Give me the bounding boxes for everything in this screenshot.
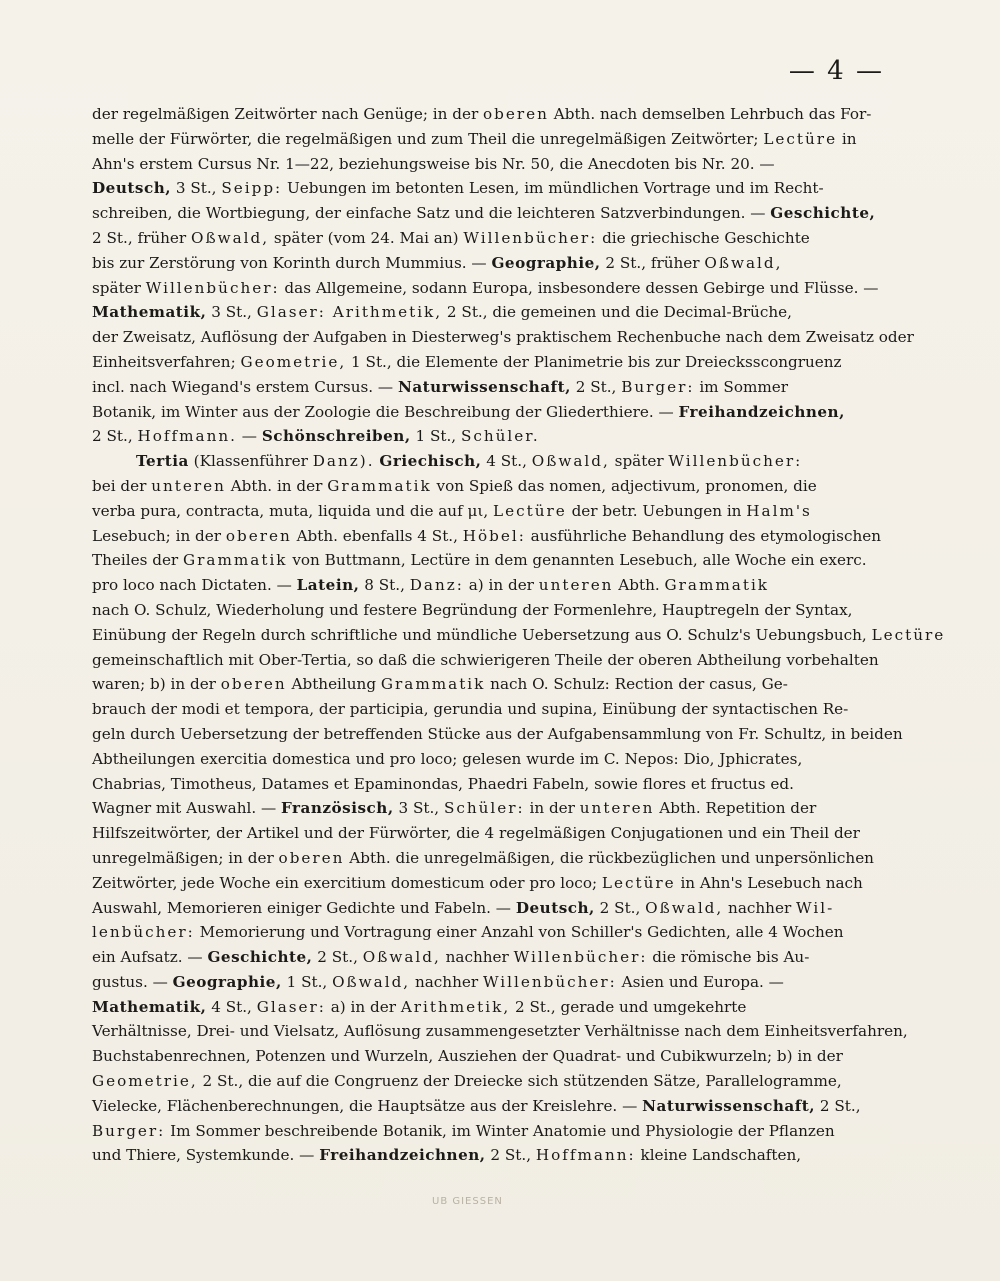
text-run: im Sommer — [694, 377, 789, 396]
text-run: Ahn's erstem Cursus Nr. 1—22, beziehungsweise bis Nr. 50, die Anecdoten bis Nr. 20. — — [92, 154, 775, 173]
page-number: — 4 — — [788, 56, 884, 86]
text-run: Im Sommer beschreibende Botanik, im Winter Anatomie und Physiologie der Pflanzen — [165, 1121, 835, 1140]
text-run: Verhältnisse, Drei- und Vielsatz, Auflösung zusammengesetzter Verhältnisse nach dem Einheitsverfahren, — [92, 1022, 908, 1041]
text-line — [92, 796, 908, 821]
text-run: Abth. Repetition der — [654, 799, 817, 818]
text-run: Chabrias, Timotheus, Datames et Epaminondas, Phaedri Fabeln, sowie flores et fructus ed. — [92, 774, 794, 793]
text-line — [92, 722, 908, 747]
emphasized-term: Oßwald, — [531, 452, 610, 471]
emphasized-term: Oßwald, — [645, 898, 724, 917]
text-run: nach O. Schulz: Rection der casus, Ge- — [485, 675, 788, 694]
emphasized-term: Geometrie, — [92, 1072, 198, 1091]
text-run: 2 St., früher — [600, 253, 705, 272]
text-run: 3 St., — [206, 303, 257, 322]
emphasized-term: Schüler. — [460, 427, 540, 446]
text-line — [92, 325, 914, 350]
text-run: a) in der — [463, 576, 539, 595]
emphasized-term: Oßwald, — [332, 972, 411, 991]
text-run: Wagner mit Auswahl. — — [92, 799, 282, 818]
subject-heading: Geographie, — [172, 972, 282, 991]
text-line — [92, 672, 908, 697]
emphasized-term: oberen — [483, 105, 549, 123]
text-run: nach O. Schulz, Wiederholung und festere Begründung der Formenlehre, Hauptregeln der Syntax, — [92, 600, 853, 619]
text-run: Abth. ebenfalls 4 St., — [291, 526, 463, 545]
text-line — [92, 375, 908, 400]
text-line — [92, 648, 908, 673]
text-line — [92, 1143, 908, 1168]
text-line — [92, 350, 908, 375]
text-line — [92, 697, 908, 722]
subject-heading: Geschichte, — [770, 204, 876, 223]
emphasized-term: Schüler: — [443, 799, 525, 818]
emphasized-term: Höbel: — [462, 526, 526, 545]
text-run: Botanik, im Winter aus der Zoologie die Beschreibung der Gliederthiere. — — [92, 402, 679, 421]
text-run: ein Aufsatz. — — [92, 948, 208, 967]
emphasized-term: Burger: — [621, 377, 695, 396]
text-run: die römische bis Au- — [647, 948, 810, 967]
text-run: Uebungen im betonten Lesen, im mündlichen Vortrage und im Recht- — [282, 179, 824, 198]
text-run: verba pura, contracta, muta, liquida und die auf μι, — [92, 501, 494, 520]
text-line — [92, 176, 908, 201]
subject-heading: Deutsch, — [92, 179, 172, 198]
text-run: waren; b) in der — [92, 675, 221, 694]
text-run: Abth. — [613, 576, 665, 595]
text-line — [92, 127, 908, 152]
text-run: unregelmäßigen; in der — [92, 848, 279, 867]
text-run: 2 St., gerade und umgekehrte — [510, 997, 747, 1016]
text-run: später (vom 24. Mai an) — [269, 228, 464, 247]
text-run: Einheitsverfahren; — [92, 352, 241, 371]
emphasized-term: Glaser: Arithmetik, — [256, 303, 443, 322]
text-line — [92, 400, 908, 425]
text-line — [92, 920, 908, 945]
emphasized-term: Willenbücher: — [668, 452, 803, 471]
emphasized-term: Oßwald, — [191, 228, 270, 247]
emphasized-term: Glaser: — [256, 997, 326, 1016]
text-run: schreiben, die Wortbiegung, der einfache Satz und die leichteren Satzverbindungen. — — [92, 204, 771, 223]
text-run: pro loco nach Dictaten. — — [92, 576, 297, 595]
text-run: der Zweisatz, Auflösung der Aufgaben in Diesterweg's praktischem Rechenbuche nach dem Zweisatz oder — [92, 328, 914, 347]
emphasized-term: Willenbücher: — [513, 948, 648, 967]
text-run: Lesebuch; in der — [92, 526, 226, 545]
text-run: 2 St., — [570, 377, 622, 396]
text-run: Vielecke, Flächenberechnungen, die Hauptsätze aus der Kreislehre. — — [92, 1096, 643, 1115]
text-run: später — [92, 278, 146, 297]
text-run: — — [236, 427, 262, 446]
text-line — [92, 201, 908, 226]
text-line — [92, 772, 908, 797]
emphasized-term: Hoffmann: — [535, 1146, 636, 1165]
text-line — [92, 251, 908, 276]
subject-heading: Naturwissenschaft, — [642, 1096, 816, 1115]
text-run: 2 St., — [92, 427, 138, 446]
text-run: kleine Landschaften, — [635, 1146, 802, 1165]
emphasized-term: Grammatik — [327, 476, 432, 495]
text-line — [92, 499, 908, 524]
emphasized-term: Burger: — [92, 1121, 166, 1140]
text-line — [92, 226, 908, 251]
emphasized-term: Oßwald, — [704, 253, 783, 272]
emphasized-term: Grammatik — [183, 551, 288, 570]
text-run: das Allgemeine, sodann Europa, insbesondere dessen Gebirge und Flüsse. — — [279, 278, 879, 297]
subject-heading: Geschichte, — [207, 948, 313, 967]
text-run: in Ahn's Lesebuch nach — [675, 873, 863, 892]
text-line — [92, 424, 908, 449]
text-run: nachher — [410, 972, 483, 991]
emphasized-term: oberen — [220, 675, 287, 694]
text-run: nachher — [723, 898, 797, 917]
text-run: Memorierung und Vortragung einer Anzahl von Schiller's Gedichten, alle 4 Wochen — [194, 923, 844, 942]
emphasized-term: unteren — [151, 476, 226, 495]
text-run: Buchstabenrechnen, Potenzen und Wurzeln, Ausziehen der Quadrat- und Cubikwurzeln; b) in der — [92, 1047, 843, 1066]
emphasized-term: Geometrie, — [240, 352, 347, 371]
text-run: brauch der modi et tempora, der participia, gerundia und supina, Einübung der syntactischen Re- — [92, 700, 849, 719]
text-run: 2 St., die auf die Congruenz der Dreiecke sich stützenden Sätze, Parallelogramme, — [197, 1072, 842, 1091]
subject-heading: Latein, — [296, 576, 360, 595]
text-run: von Buttmann, Lectüre in dem genannten Lesebuch, alle Woche ein exerc. — [287, 551, 867, 570]
emphasized-term: unteren — [538, 576, 614, 595]
emphasized-term: Lectüre — [763, 129, 838, 148]
text-run: Auswahl, Memorieren einiger Gedichte und Fabeln. — — [92, 898, 516, 917]
text-line — [92, 995, 908, 1020]
text-run: später — [609, 452, 669, 471]
emphasized-term: Danz: — [409, 576, 464, 595]
text-run: der betr. Uebungen in — [566, 501, 747, 520]
emphasized-term: oberen — [278, 848, 345, 867]
emphasized-term: Grammatik — [380, 675, 486, 694]
library-stamp: UB GIESSEN — [432, 1196, 503, 1207]
text-run: 4 St., — [481, 452, 532, 471]
emphasized-term: Willenbücher: — [463, 228, 598, 247]
body-text — [92, 102, 946, 1168]
text-line — [92, 970, 908, 995]
subject-heading: Freihandzeichnen, — [319, 1146, 486, 1165]
emphasized-term: Willenbücher: — [482, 972, 617, 991]
text-run: 3 St., — [171, 179, 222, 198]
text-run: Zeitwörter, jede Woche ein exercitium domesticum oder pro loco; — [92, 873, 602, 892]
text-run: 1 St., die Elemente der Planimetrie bis zur Dreiecksscongruenz — [346, 352, 842, 371]
text-run: in — [837, 129, 857, 148]
text-line — [92, 1119, 908, 1144]
text-line — [92, 747, 908, 772]
subject-heading: Freihandzeichnen, — [678, 402, 845, 421]
text-run: 4 St., — [206, 997, 257, 1016]
text-run: Einübung der Regeln durch schriftliche und mündliche Uebersetzung aus O. Schulz's Uebungsbuch, — [92, 625, 872, 644]
emphasized-term: Arithmetik, — [400, 997, 511, 1016]
text-line — [92, 524, 908, 549]
text-run: (Klassenführer — [188, 452, 313, 471]
emphasized-term: Grammatik — [664, 576, 769, 595]
text-run: gemeinschaftlich mit Ober-Tertia, so daß die schwierigeren Theile der oberen Abtheilung vorbehalten — [92, 650, 879, 669]
text-run: a) in der — [325, 997, 401, 1016]
text-line — [92, 896, 908, 921]
text-run: in der — [524, 799, 580, 818]
text-run: bis zur Zerstörung von Korinth durch Mummius. — — [92, 253, 492, 272]
text-line — [92, 821, 908, 846]
text-line — [92, 548, 908, 573]
text-run: 3 St., — [393, 799, 444, 818]
emphasized-term: Hoffmann. — [137, 427, 237, 446]
text-line — [92, 1094, 908, 1119]
text-run: 2 St., — [815, 1096, 861, 1115]
text-line — [92, 1019, 908, 1044]
emphasized-term: Wil- — [796, 898, 835, 917]
text-run: Abth. die unregelmäßigen, die rückbezüglichen und unpersönlichen — [344, 848, 874, 867]
subject-heading: Schönschreiben, — [261, 427, 411, 446]
emphasized-term: Oßwald, — [362, 948, 441, 967]
subject-heading: Mathematik, — [92, 303, 207, 322]
text-run: geln durch Uebersetzung der betreffenden Stücke aus der Aufgabensammlung von Fr. Schultz, in beiden — [92, 724, 903, 743]
subject-heading: Naturwissenschaft, — [397, 377, 571, 396]
text-run: nachher — [440, 948, 514, 967]
subject-heading: Griechisch, — [379, 452, 482, 471]
text-line — [92, 276, 908, 301]
emphasized-term: Seipp: — [221, 179, 283, 198]
text-run: Abtheilungen exercitia domestica und pro loco; gelesen wurde im C. Nepos: Dio, Jphicrates, — [92, 749, 803, 768]
text-line — [92, 102, 908, 127]
text-run: 1 St., — [410, 427, 461, 446]
text-run: 1 St., — [281, 972, 333, 991]
text-line — [92, 623, 946, 648]
text-line — [92, 1044, 908, 1069]
subject-heading: Geographie, — [491, 253, 601, 272]
text-run: incl. nach Wiegand's erstem Cursus. — — [92, 377, 398, 396]
text-run: die griechische Geschichte — [597, 228, 810, 247]
text-line — [92, 598, 908, 623]
text-line — [92, 300, 908, 325]
emphasized-term: Danz). — [312, 452, 375, 471]
text-run: Abth. nach demselben Lehrbuch das For- — [548, 105, 872, 123]
text-line — [92, 573, 908, 598]
text-run: 8 St., — [359, 576, 410, 595]
text-run: Theiles der — [92, 551, 184, 570]
emphasized-term: lenbücher: — [92, 923, 195, 942]
text-line — [92, 474, 908, 499]
text-run: 2 St., früher — [92, 228, 192, 247]
emphasized-term: Lectüre — [871, 625, 946, 644]
text-line — [92, 871, 908, 896]
subject-heading: Mathematik, — [92, 997, 207, 1016]
text-run: und Thiere, Systemkunde. — — [92, 1146, 320, 1165]
text-run: von Spieß das nomen, adjectivum, pronomen, die — [431, 476, 817, 495]
text-run: 2 St., — [312, 948, 363, 967]
emphasized-term: Halm's — [746, 501, 812, 520]
text-run: Asien und Europa. — — [616, 972, 784, 991]
text-run: ausführliche Behandlung des etymologischen — [525, 526, 882, 545]
text-line — [92, 449, 908, 474]
text-line — [92, 1069, 908, 1094]
text-line — [92, 846, 908, 871]
emphasized-term: Lectüre — [493, 501, 567, 520]
emphasized-term: Willenbücher: — [145, 278, 280, 297]
text-run: Hilfszeitwörter, der Artikel und der Fürwörter, die 4 regelmäßigen Conjugationen und ein Theil der — [92, 824, 860, 843]
text-run: gustus. — — [92, 972, 173, 991]
text-line — [92, 152, 908, 177]
text-run: 2 St., — [594, 898, 646, 917]
emphasized-term: Lectüre — [601, 873, 676, 892]
text-run: melle der Fürwörter, die regelmäßigen und zum Theil die unregelmäßigen Zeitwörter; — [92, 129, 764, 148]
subject-heading: Tertia — [136, 452, 189, 471]
text-run: bei der — [92, 476, 152, 495]
text-run: 2 St., — [485, 1146, 536, 1165]
emphasized-term: unteren — [579, 799, 655, 818]
subject-heading: Deutsch, — [515, 898, 595, 917]
text-run: der regelmäßigen Zeitwörter nach Genüge; in der — [92, 105, 484, 123]
subject-heading: Französisch, — [281, 799, 394, 818]
text-run: 2 St., die gemeinen und die Decimal-Brüche, — [442, 303, 792, 322]
emphasized-term: oberen — [225, 526, 292, 545]
text-run: Abtheilung — [286, 675, 381, 694]
text-line — [92, 945, 908, 970]
text-run: Abth. in der — [225, 476, 328, 495]
